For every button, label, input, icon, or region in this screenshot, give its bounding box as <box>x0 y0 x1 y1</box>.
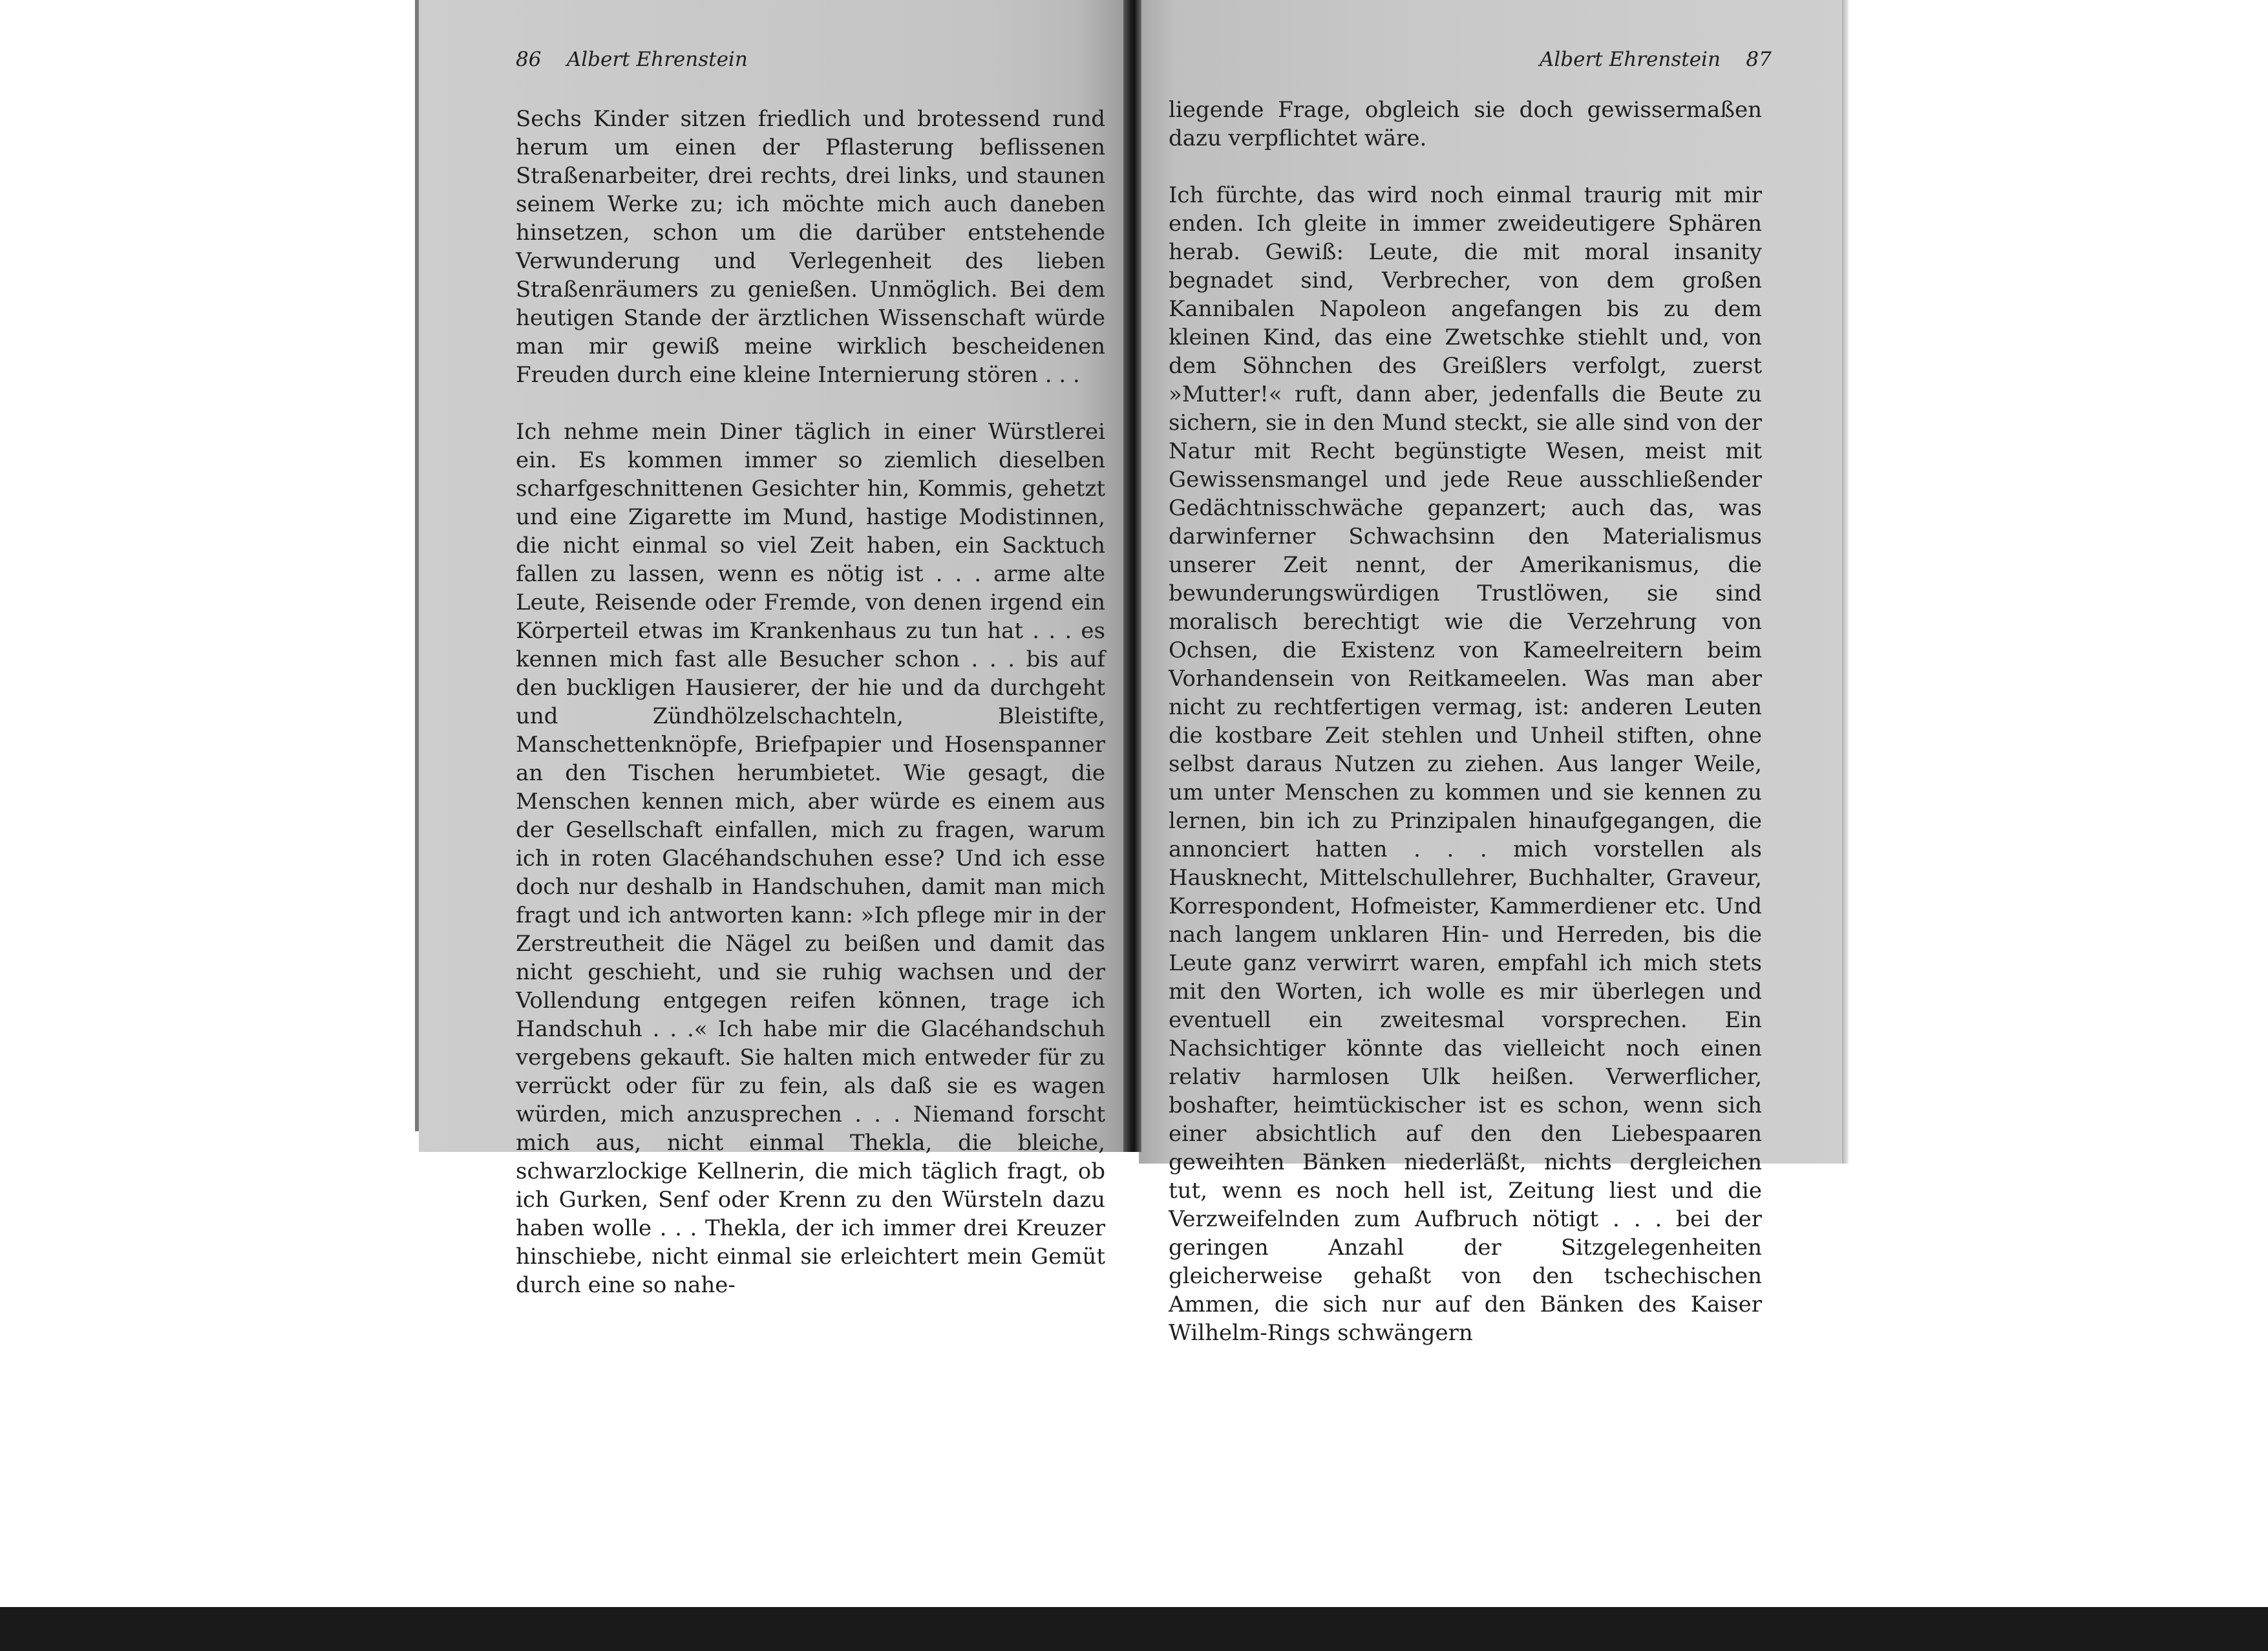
scanner-bottom-shadow <box>0 1607 2268 1651</box>
right-running-head <box>1540 48 1772 71</box>
right-page-number: 87 <box>1746 48 1772 71</box>
left-running-head-title: Albert Ehrenstein <box>566 48 748 71</box>
left-page-number: 86 <box>516 48 542 71</box>
book-gutter <box>1123 0 1141 1152</box>
right-paragraph-2: Ich fürchte, das wird noch einmal traurig mit mir enden. Ich gleite in immer zweideutigere Sphären herab. Gewiß: Leute, die mit moral insanity begnadet sind, Verbrecher, von dem großen Kannibalen Napoleon angefangen bis zu dem kleinen Kind, das eine Zwetschke stiehlt und, von dem Söhnchen des Greißlers verfolgt, zuerst »Mutter!« ruft, dann aber, jedenfalls die Beute zu sichern, sie in den Mund steckt, sie alle sind von der Natur mit Recht begünstigte Wesen, meist mit Gewissensmangel und jede Reue ausschließender Gedächtnisschwäche gepanzert; auch das, was darwinferner Schwachsinn den Materialismus unserer Zeit nennt, der Amerikanismus, die bewunderungswürdigen Trustlöwen, sie sind moralisch berechtigt wie die Verzehrung von Ochsen, die Existenz von Kameelreitern beim Vorhandensein von Reitkameelen. Was man aber nicht zu rechtfertigen vermag, ist: anderen Leuten die kostbare Zeit stehlen und Unheil stiften, ohne selbst daraus Nutzen zu ziehen. Aus langer Weile, um unter Menschen zu kommen und sie kennen zu lernen, bin ich zu Prinzipalen hinaufgegangen, die annonciert hatten . . . mich vorstellen als Hausknecht, Mittelschullehrer, Buchhalter, Graveur, Korrespondent, Hofmeister, Kammerdiener etc. Und nach langem unklaren Hin- und Herreden, bis die Leute ganz verwirrt waren, empfahl ich mich stets mit den Worten, ich wolle es mir überlegen und eventuell ein zweitesmal vorsprechen. Ein Nachsichtiger könnte das vielleicht noch einen relativ harmlosen Ulk heißen. Verwerflicher, boshafter, heimtückischer ist es schon, wenn sich einer absichtlich auf den den Liebespaaren geweihten Bänken niederläßt, nichts dergleichen tut, wenn es noch hell ist, Zeitung liest und die Verzweifelnden zum Aufbruch nötigt . . . bei der geringen Anzahl der Sitzgelegenheiten gleicherweise gehaßt von den tschechischen Ammen, die sich nur auf den Bänken des Kaiser Wilhelm-Rings schwängern <box>1169 182 1762 1346</box>
right-page-edge <box>1842 0 1849 1164</box>
left-paragraph-2: Ich nehme mein Diner täglich in einer Würstlerei ein. Es kommen immer so ziemlich dieselben scharfgeschnittenen Gesichter hin, Kommis, gehetzt und eine Zigarette im Mund, hastige Modistinnen, die nicht einmal so viel Zeit haben, ein Sacktuch fallen zu lassen, wenn es nötig ist . . . arme alte Leute, Reisende oder Fremde, von denen irgend ein Körperteil etwas im Krankenhaus zu tun hat . . . es kennen mich fast alle Besucher schon . . . bis auf den buckligen Hausierer, der hie und da durchgeht und Zündhölzelschachteln, Bleistifte, Manschettenknöpfe, Briefpapier und Hosenspanner an den Tischen herumbietet. Wie gesagt, die Menschen kennen mich, aber würde es einem aus der Gesellschaft einfallen, mich zu fragen, warum ich in roten Glacéhandschuhen esse? Und ich esse doch nur deshalb in Handschuhen, damit man mich fragt und ich antworten kann: »Ich pflege mir in der Zerstreutheit die Nägel zu beißen und damit das nicht geschieht, und sie ruhig wachsen und der Vollendung entgegen reifen können, trage ich Handschuh . . .« Ich habe mir die Glacéhandschuh vergebens gekauft. Sie halten mich entweder für zu verrückt oder für zu fein, als daß sie es wagen würden, mich anzusprechen . . . Niemand forscht mich aus, nicht einmal Thekla, die bleiche, schwarzlockige Kellnerin, die mich täglich fragt, ob ich Gurken, Senf oder Krenn zu den Würsteln dazu haben wolle . . . Thekla, der ich immer drei Kreuzer hinschiebe, nicht einmal sie erleichtert mein Gemüt durch eine so nahe- <box>516 419 1105 1298</box>
left-running-head <box>516 48 748 71</box>
right-paragraph-1: liegende Frage, obgleich sie doch gewissermaßen dazu verpflichtet wäre. <box>1169 97 1762 151</box>
right-running-head-title: Albert Ehrenstein <box>1540 48 1721 71</box>
left-paragraph-1: Sechs Kinder sitzen friedlich und brotessend rund herum um einen der Pflasterung beflissenen Straßenarbeiter, drei rechts, drei links, und staunen seinem Werke zu; ich möchte mich auch daneben hinsetzen, schon um die darüber entstehende Verwunderung und Verlegenheit des lieben Straßenräumers zu genießen. Unmöglich. Bei dem heutigen Stande der ärztlichen Wissenschaft würde man mir gewiß meine wirklich bescheidenen Freuden durch eine kleine Internierung stören . . . <box>516 106 1105 388</box>
right-page-body <box>1169 96 1762 1347</box>
left-page-body <box>516 105 1105 1299</box>
